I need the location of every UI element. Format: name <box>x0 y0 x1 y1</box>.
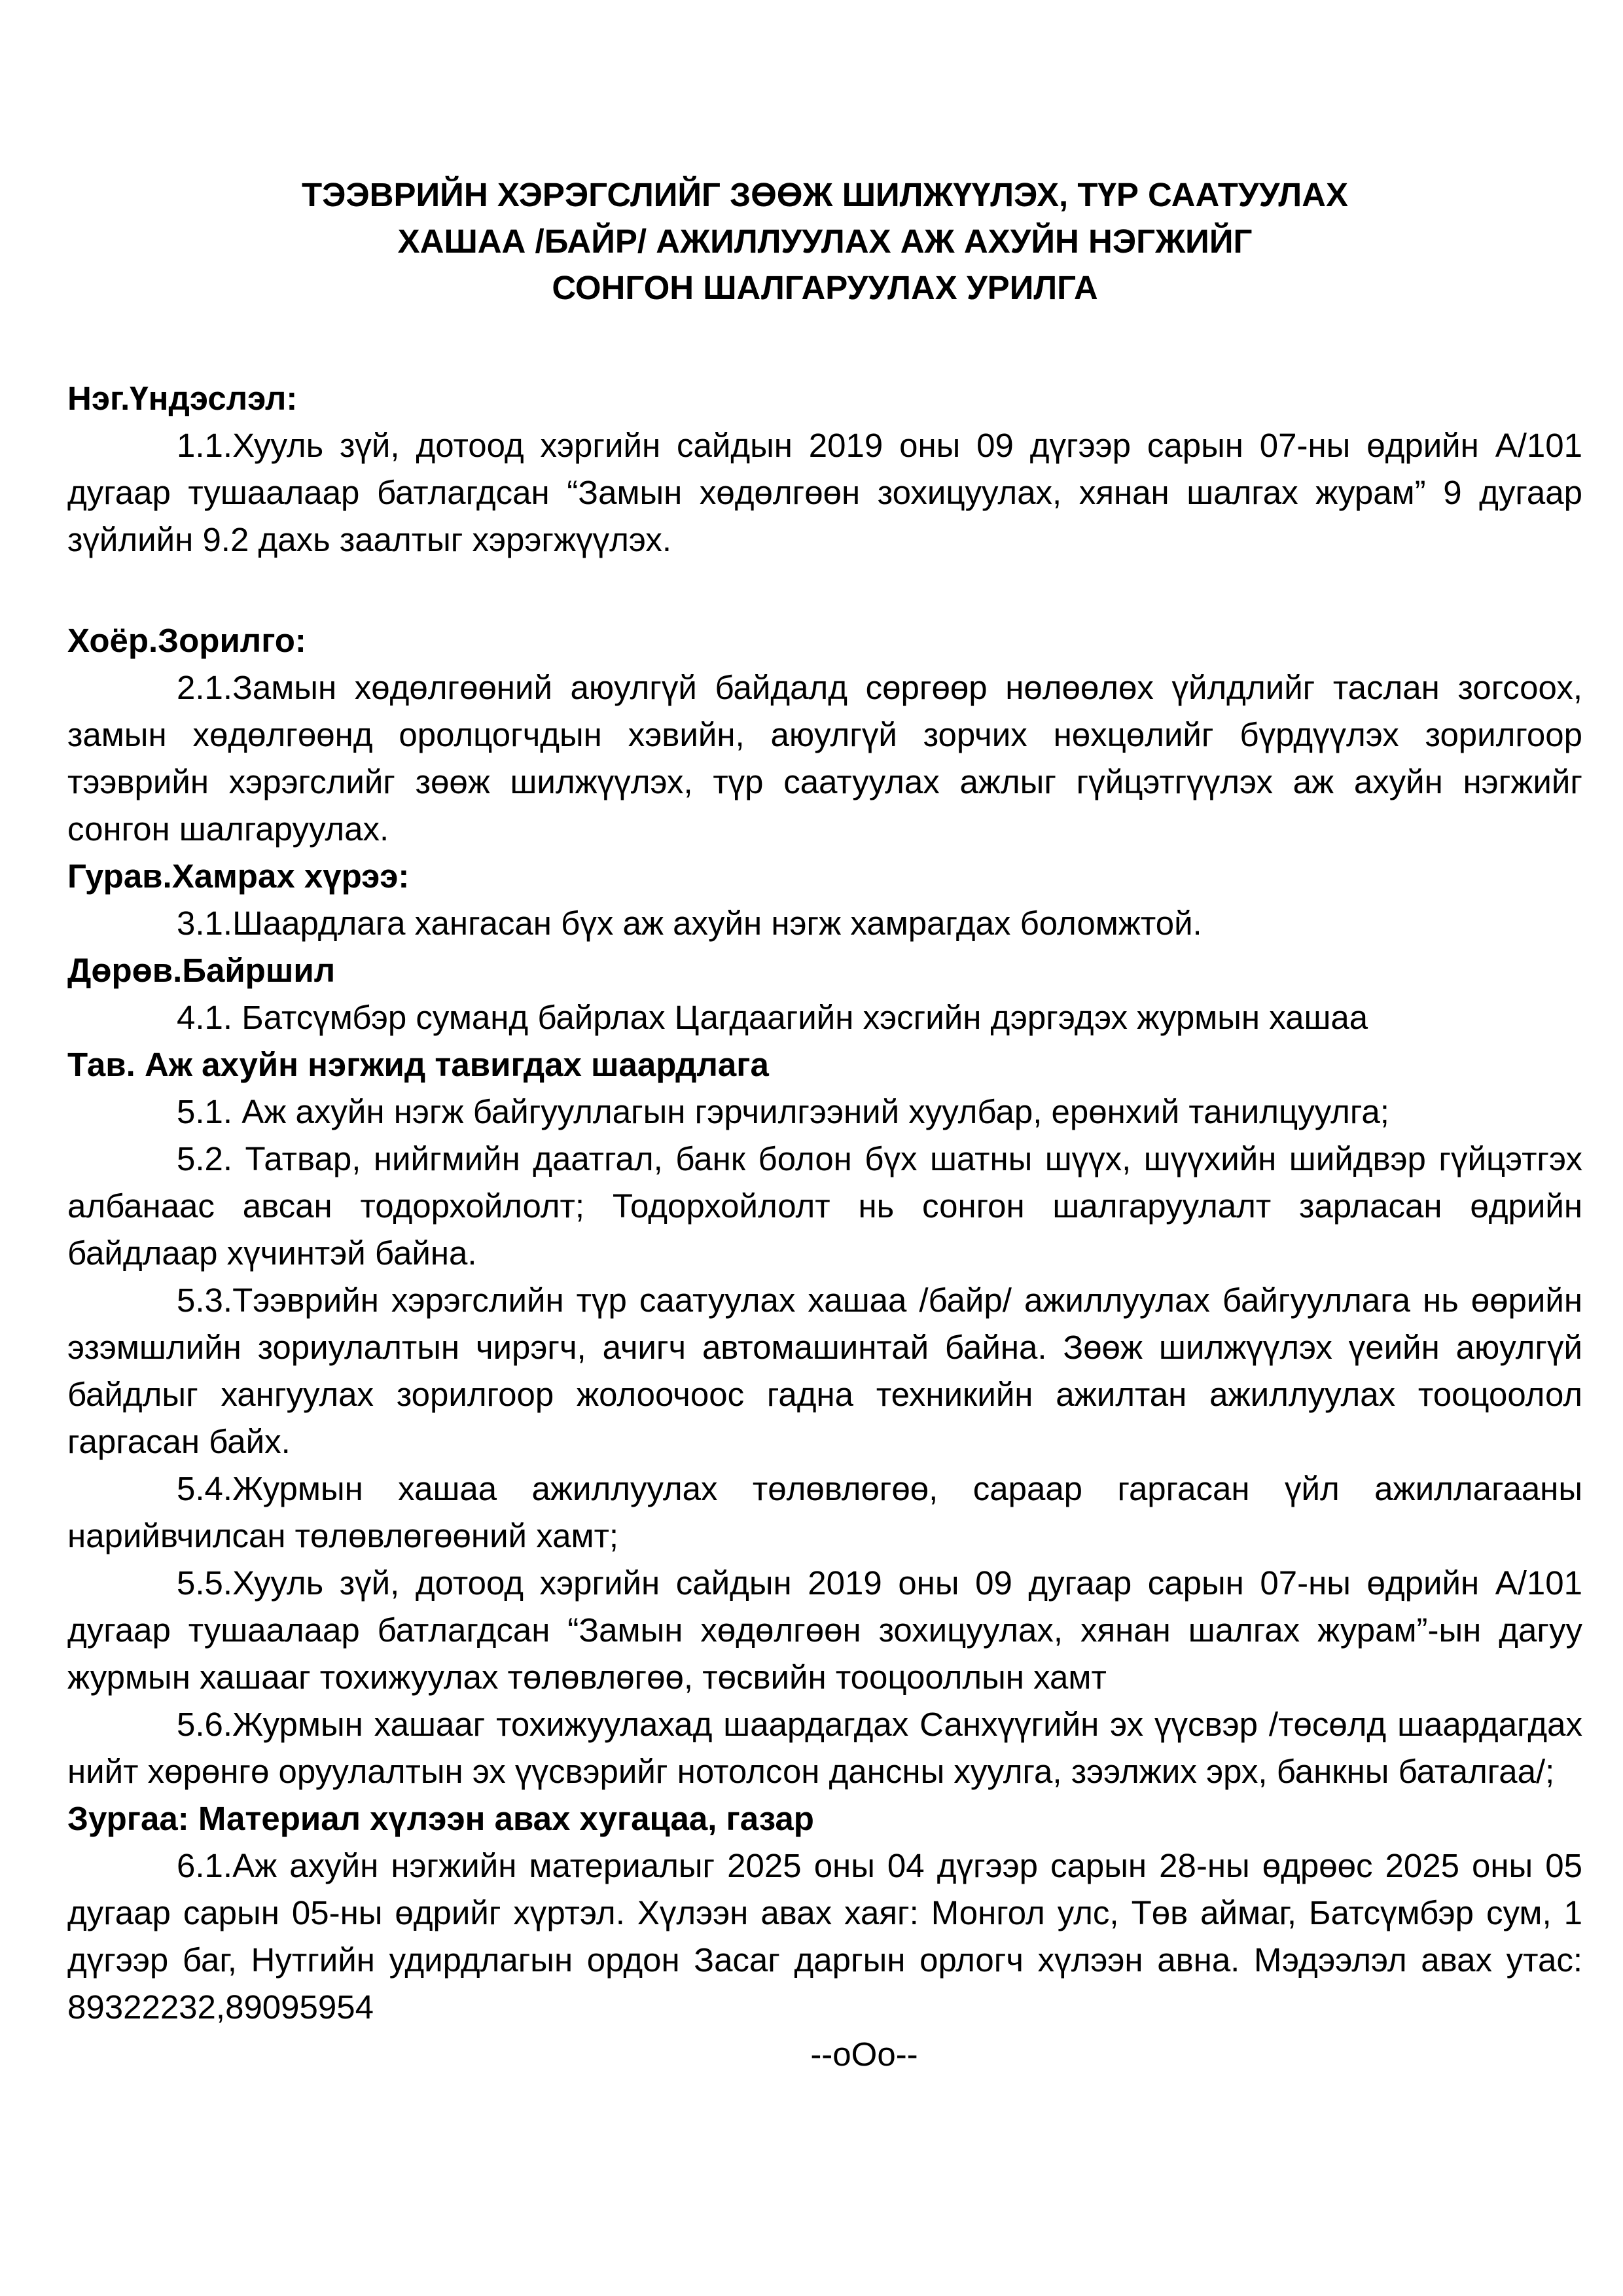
paragraph-5-4: 5.4.Журмын хашаа ажиллуулах төлөвлөгөө, сараар гаргасан үйл ажиллагааны нарийвчилсан төлөвлөгөөний хамт; <box>67 1470 1582 1554</box>
paragraph-5-3: 5.3.Тээврийн хэрэгслийн түр саатуулах хашаа /байр/ ажиллуулах байгууллага нь өөрийн эзэмшлийн зориулалтын чирэгч, ачигч автомашинтай байна. Зөөж шилжүүлэх үеийн аюулгүй байдлыг хангуулах зорилгоор жолоочоос гадна техникийн ажилтан ажиллуулах тооцоолол гаргасан байх. <box>67 1282 1582 1460</box>
paragraph-4-1: 4.1. Батсүмбэр суманд байрлах Цагдаагийн хэсгийн дэргэдэх журмын хашаа <box>177 999 1368 1036</box>
paragraph-5-1: 5.1. Аж ахуйн нэгж байгууллагын гэрчилгээний хуулбар, ерөнхий танилцуулга; <box>177 1093 1389 1130</box>
document-title <box>67 171 1582 311</box>
section-basis <box>67 375 1582 564</box>
end-mark: --оОо-- <box>810 2036 918 2073</box>
section-heading: Гурав.Хамрах хүрээ: <box>67 857 410 895</box>
section-heading: Нэг.Үндэслэл: <box>67 380 298 417</box>
section-heading: Хоёр.Зорилго: <box>67 622 306 659</box>
paragraph-5-2: 5.2. Татвар, нийгмийн даатгал, банк болон бүх шатны шүүх, шүүхийн шийдвэр гүйцэтгэх албанаас авсан тодорхойлолт; Тодорхойлолт нь сонгон шалгаруулалт зарласан өдрийн байдлаар хүчинтэй байна. <box>67 1140 1582 1272</box>
paragraph-3-1: 3.1.Шаардлага хангасан бүх аж ахуйн нэгж хамрагдах боломжтой. <box>177 905 1202 942</box>
title-line-3: СОНГОН ШАЛГАРУУЛАХ УРИЛГА <box>552 269 1098 306</box>
section-heading: Тав. Аж ахуйн нэгжид тавигдах шаардлага <box>67 1046 769 1083</box>
title-line-2: ХАШАА /БАЙР/ АЖИЛЛУУЛАХ АЖ АХУЙН НЭГЖИЙГ <box>397 223 1253 260</box>
section-requirements <box>67 1041 1582 1795</box>
section-location <box>67 947 1582 1041</box>
section-heading: Зургаа: Материал хүлээн авах хугацаа, газар <box>67 1800 814 1837</box>
section-heading: Дөрөв.Байршил <box>67 952 336 989</box>
paragraph-1-1: 1.1.Хууль зүй, дотоод хэргийн сайдын 2019 оны 09 дүгээр сарын 07-ны өдрийн А/101 дугаар тушаалаар батлагдсан “Замын хөдөлгөөн зохицуулах, хянан шалгах журам” 9 дугаар зүйлийн 9.2 дахь заалтыг хэрэгжүүлэх. <box>67 427 1582 558</box>
paragraph-5-6: 5.6.Журмын хашааг тохижуулахад шаардагдах Санхүүгийн эх үүсвэр /төсөлд шаардагдах нийт хөрөнгө оруулалтын эх үүсвэрийг нотолсон дансны хуулга, зээлжих эрх, банкны баталгаа/; <box>67 1706 1582 1790</box>
document-page <box>67 171 1582 2078</box>
title-line-1: ТЭЭВРИЙН ХЭРЭГСЛИЙГ ЗӨӨЖ ШИЛЖҮҮЛЭХ, ТҮР СААТУУЛАХ <box>301 176 1349 213</box>
paragraph-6-1: 6.1.Аж ахуйн нэгжийн материалыг 2025 оны 04 дүгээр сарын 28-ны өдрөөс 2025 оны 05 дугаар сарын 05-ны өдрийг хүртэл. Хүлээн авах хаяг: Монгол улс, Төв аймаг, Батсүмбэр сум, 1 дүгээр баг, Нутгийн удирдлагын ордон Засаг даргын орлогч хүлээн авна. Мэдээлэл авах утас: 89322232,89095954 <box>67 1847 1582 2026</box>
section-scope <box>67 853 1582 947</box>
spacer <box>67 564 1582 617</box>
paragraph-5-5: 5.5.Хууль зүй, дотоод хэргийн сайдын 2019 оны 09 дугаар сарын 07-ны өдрийн А/101 дугаар тушаалаар батлагдсан “Замын хөдөлгөөн зохицуулах, хянан шалгах журам”-ын дагуу журмын хашааг тохижуулах төлөвлөгөө, төсвийн тооцооллын хамт <box>67 1564 1582 1696</box>
paragraph-2-1: 2.1.Замын хөдөлгөөний аюулгүй байдалд сөргөөр нөлөөлөх үйлдлийг таслан зогсоох, замын хөдөлгөөнд оролцогчдын хэвийн, аюулгүй зорчих нөхцөлийг бүрдүүлэх зорилгоор тээврийн хэрэгслийг зөөж шилжүүлэх, түр саатуулах ажлыг гүйцэтгүүлэх аж ахуйн нэгжийг сонгон шалгаруулах. <box>67 669 1582 848</box>
section-purpose <box>67 617 1582 853</box>
section-submission <box>67 1795 1582 2031</box>
